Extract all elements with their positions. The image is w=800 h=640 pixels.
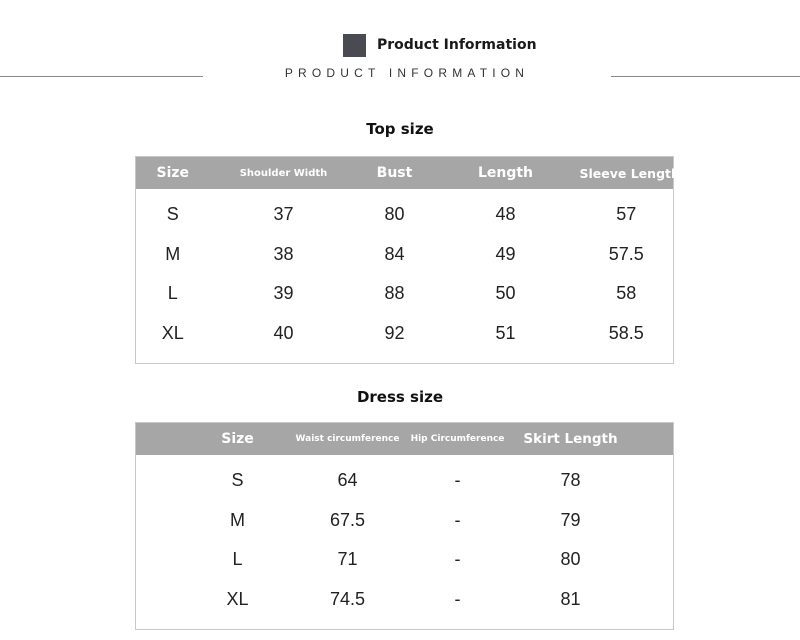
- column-header-hip: Hip Circumference: [403, 423, 513, 456]
- table-cell: M: [165, 243, 181, 264]
- table-cell-spacer: [136, 580, 183, 630]
- table-cell: 79: [560, 509, 581, 530]
- table-cell: 40: [273, 322, 294, 343]
- table-cell: -: [454, 588, 461, 609]
- table-cell: 58.5: [608, 322, 644, 343]
- table-header-row: [136, 423, 674, 456]
- table-cell-spacer: [629, 540, 674, 580]
- table-cell: M: [230, 509, 245, 530]
- top-size-title: Top size: [366, 120, 434, 138]
- table-row: [136, 501, 674, 541]
- top-size-table: [135, 156, 680, 364]
- table-cell: 80: [384, 204, 405, 225]
- column-header-spacer-left: [136, 423, 183, 456]
- table-row: [136, 580, 674, 630]
- table-cell: L: [167, 283, 178, 304]
- table-cell: 49: [495, 243, 516, 264]
- table-cell: 84: [384, 243, 405, 264]
- table-cell: 38: [273, 243, 294, 264]
- table-cell: 37: [273, 204, 294, 225]
- table-cell: 78: [560, 470, 581, 491]
- table-cell: S: [231, 470, 244, 491]
- table-cell: 50: [495, 283, 516, 304]
- table-cell: 74.5: [329, 588, 366, 609]
- page-subtitle: PRODUCT INFORMATION: [284, 66, 530, 80]
- table-cell: 92: [384, 322, 405, 343]
- table-cell: -: [454, 509, 461, 530]
- table-cell-spacer: [629, 580, 674, 630]
- table-cell: 48: [495, 204, 516, 225]
- table-cell: XL: [226, 588, 249, 609]
- column-header-size: Size: [136, 157, 210, 190]
- column-header-length: Length: [432, 157, 580, 190]
- table-cell-spacer: [629, 455, 674, 501]
- table-cell: 57.5: [608, 243, 644, 264]
- column-header-spacer-right: [629, 423, 674, 456]
- column-header-size: Size: [183, 423, 293, 456]
- table-cell: 81: [560, 588, 581, 609]
- table-cell: 67.5: [329, 509, 366, 530]
- table-cell-spacer: [136, 501, 183, 541]
- table-cell: 71: [337, 549, 358, 570]
- title-row: [343, 33, 537, 57]
- column-header-sleeve-length: Sleeve Length: [580, 157, 674, 190]
- page-title: Product Information: [377, 37, 537, 53]
- table-cell: XL: [161, 322, 184, 343]
- column-header-waist: Waist circumference: [293, 423, 403, 456]
- table-cell: S: [166, 204, 179, 225]
- table-cell: 39: [273, 283, 294, 304]
- table-row: [136, 235, 674, 275]
- table-cell: 64: [337, 470, 358, 491]
- column-header-shoulder-width: Shoulder Width: [210, 157, 358, 190]
- table-cell-spacer: [136, 455, 183, 501]
- table-row: [136, 274, 674, 314]
- column-header-bust: Bust: [358, 157, 432, 190]
- page-header: [0, 30, 800, 90]
- table-cell: 80: [560, 549, 581, 570]
- table-cell-spacer: [136, 540, 183, 580]
- table-row: [136, 540, 674, 580]
- table-cell: -: [454, 549, 461, 570]
- square-icon: [343, 34, 366, 57]
- table-header-row: [136, 157, 674, 190]
- table-cell: 51: [495, 322, 516, 343]
- divider-right: [611, 76, 800, 77]
- dress-size-table: [135, 422, 674, 630]
- divider-left: [0, 76, 203, 77]
- column-header-skirt-length: Skirt Length: [513, 423, 629, 456]
- table-cell: 88: [384, 283, 405, 304]
- table-cell: 58: [616, 283, 637, 304]
- table-row: [136, 455, 674, 501]
- table-row: [136, 314, 674, 364]
- table-cell: -: [454, 470, 461, 491]
- dress-size-title: Dress size: [356, 388, 444, 406]
- table-cell-spacer: [629, 501, 674, 541]
- table-cell: 57: [616, 204, 637, 225]
- table-cell: L: [232, 549, 243, 570]
- table-row: [136, 189, 674, 235]
